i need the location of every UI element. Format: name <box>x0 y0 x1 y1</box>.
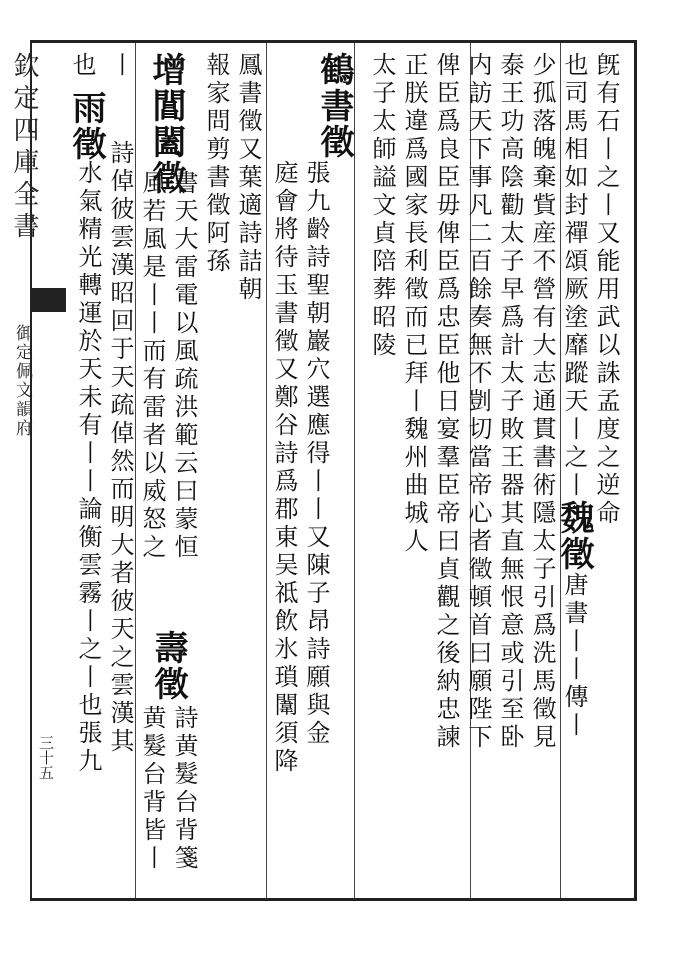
entry-heading-zeng-chang-he-zheng: 增閶闔徵 <box>146 52 186 196</box>
entry-heading-yu-zheng: 雨徵 <box>66 90 106 162</box>
text-column-16: 黄髮台背皆丨 <box>138 705 166 873</box>
text-column-14: 風若風是丨丨而有雷者以威怒之 <box>138 170 166 562</box>
spine-title: 欽定四庫全書 <box>9 52 39 244</box>
spine-black-band <box>30 288 66 312</box>
text-column-19: 也 <box>68 52 96 80</box>
text-column-5: 内訪天下事凡二百餘奏無不剴切當帝心者徵頓首曰願陛下 <box>464 52 492 752</box>
frame-top-border <box>30 40 636 43</box>
text-column-20: 水氣精光轉運於天未有丨丨論衡雲霧丨之丨也張九 <box>74 160 102 776</box>
text-column-12: 報家問剪書徵阿孫 <box>202 52 230 276</box>
text-column-10: 庭會將待玉書徵又鄭谷詩爲郡東吴祗飲氷瑣闈須降 <box>270 160 298 776</box>
text-column-3: 少孤落魄棄貲産不營有大志通貫書術隱太子引爲洗馬徵見 <box>528 52 556 752</box>
text-column-8: 太子太師謚文貞陪葬昭陵 <box>368 52 396 360</box>
text-column-7: 正朕違爲國家長利徵而已拜丨魏州曲城人 <box>400 52 428 556</box>
text-column-1: 旣有石丨之丨又能用武以誅孟度之逆命 <box>592 52 620 528</box>
text-column-2: 也司馬相如封禪頌厥塗靡蹤天丨之丨魏徵唐書丨丨傳丨 <box>554 52 594 740</box>
text-column-13: 書天大雷電以風疏洪範云曰蒙恒 <box>170 170 198 562</box>
text-column-11: 鳳書徵又葉適詩詰朝 <box>234 52 262 304</box>
folio-number: 三十五 <box>37 735 55 780</box>
column-rule <box>266 43 267 898</box>
entry-heading-wei-zheng: 魏徵 <box>554 500 594 572</box>
entry-heading-he-shu-zheng: 鶴書徵 <box>314 52 354 160</box>
text-column-4: 泰王功高陰勸太子早爲計太子敗王器其直無恨意或引至卧 <box>496 52 524 752</box>
spine-book-name: 御定佩文韻府 <box>12 324 32 438</box>
text-column-15: 詩黄髮台背箋 <box>170 705 198 873</box>
frame-bottom-border <box>30 898 636 901</box>
text-column-6: 俾臣爲良臣毋俾臣爲忠臣他日宴羣臣帝曰貞觀之後納忠諫 <box>432 52 460 752</box>
text-column-17: 丨 <box>106 52 134 80</box>
entry-heading-shou-zheng: 壽徵 <box>148 630 188 702</box>
frame-right-border <box>634 40 637 901</box>
text-column-9: 張九齡詩聖朝巖穴選應得丨丨又陳子昂詩願與金 <box>302 160 330 748</box>
text-column-18: 詩倬彼雲漢昭回于天疏倬然而明大者彼天之雲漢其 <box>106 140 134 756</box>
column-rule <box>354 43 355 898</box>
